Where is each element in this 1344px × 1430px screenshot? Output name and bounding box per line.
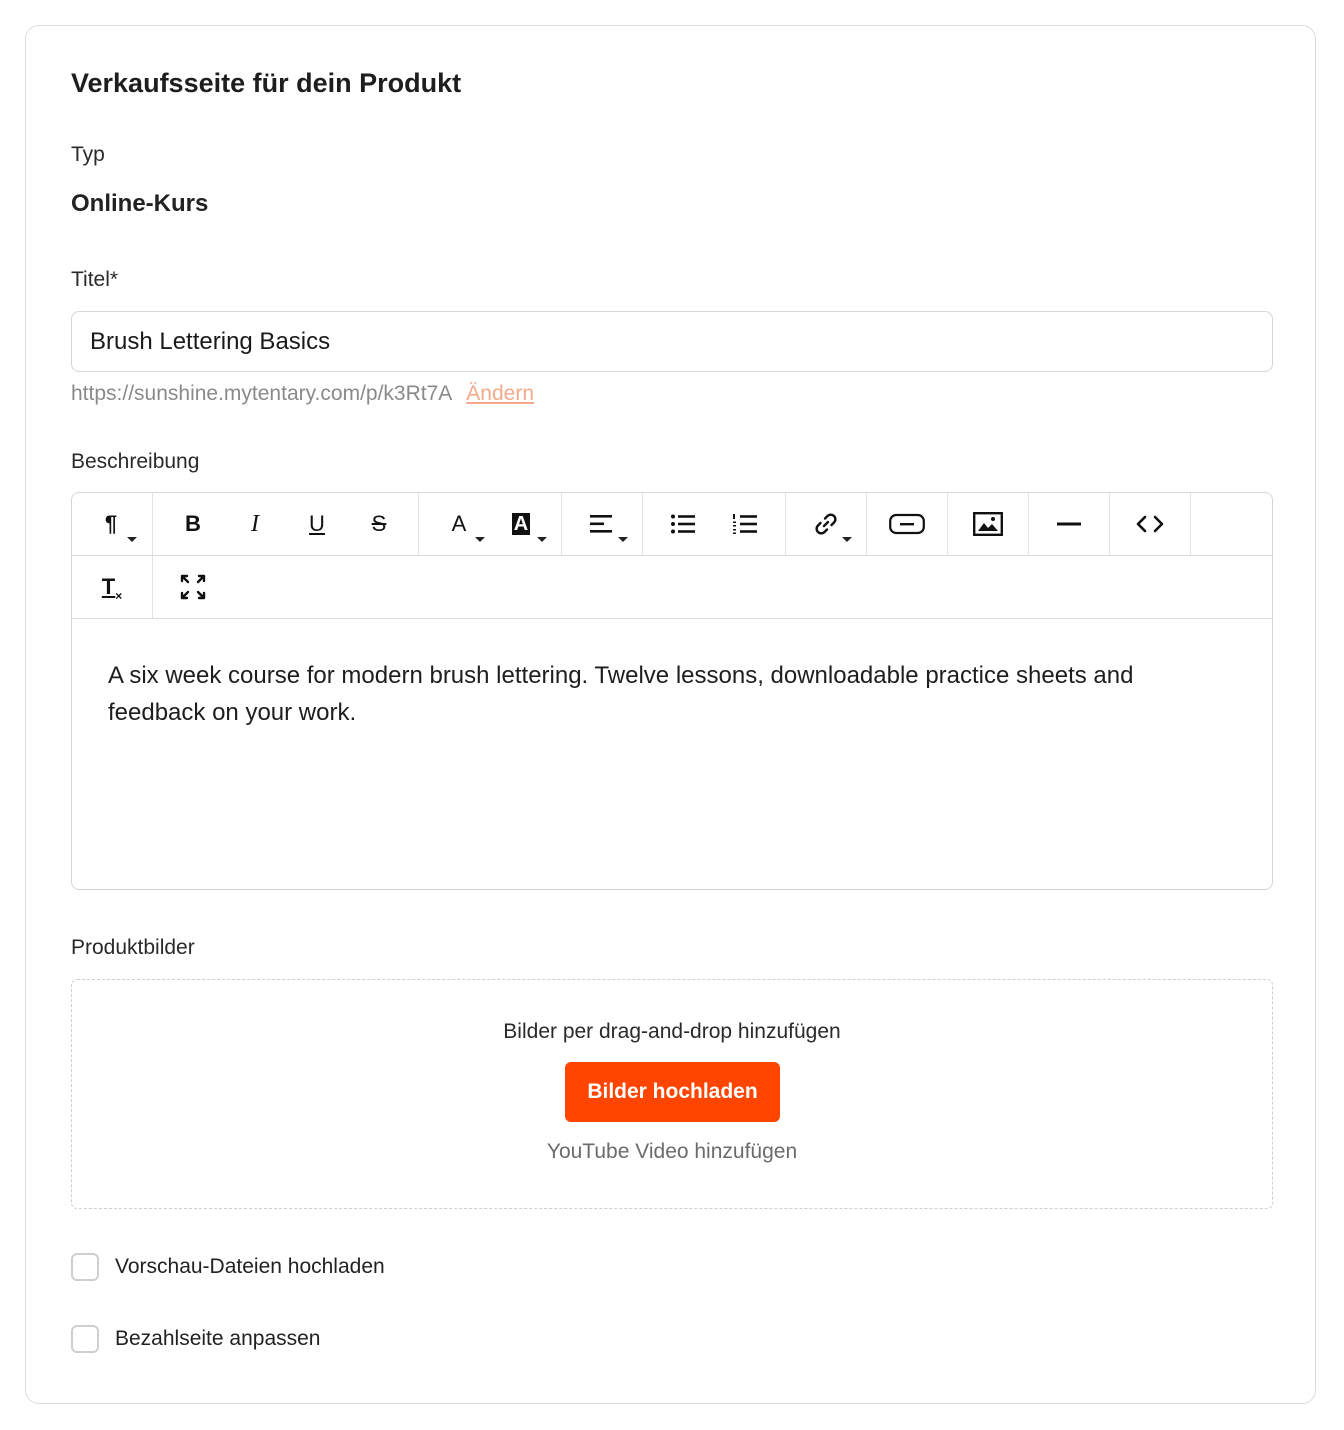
page-title: Verkaufsseite für dein Produkt	[71, 68, 462, 98]
description-label: Beschreibung	[71, 450, 200, 473]
chevron-down-icon	[842, 537, 852, 542]
numbered-list-icon	[733, 514, 757, 534]
strikethrough-icon: S	[371, 511, 387, 536]
editor-toolbar-row-2	[72, 556, 1272, 619]
toolbar-group-link	[786, 493, 867, 555]
upload-images-button[interactable]: Bilder hochladen	[565, 1062, 780, 1122]
product-sales-page-card	[25, 25, 1316, 1404]
background-color-icon: A	[513, 513, 529, 535]
font-color-icon: A	[451, 511, 467, 536]
clear-formatting-icon	[101, 574, 123, 603]
toolbar-group-hr	[1029, 493, 1110, 555]
chevron-down-icon	[618, 537, 628, 542]
change-url-link[interactable]: Ändern	[466, 382, 534, 405]
chevron-down-icon	[127, 537, 137, 542]
align-left-icon	[590, 514, 614, 534]
toolbar-group-code	[1110, 493, 1191, 555]
paragraph-format-button[interactable]	[72, 493, 152, 555]
bullet-list-icon	[671, 514, 695, 534]
preview-files-checkbox-row[interactable]	[71, 1253, 385, 1281]
product-url-row	[71, 382, 534, 406]
italic-icon: I	[251, 510, 259, 537]
editor-content[interactable]: A six week course for modern brush lettering. Twelve lessons, downloadable practice sheets and feedback on your work.	[108, 662, 1134, 726]
toolbar-group-paragraph	[72, 493, 153, 555]
preview-files-checkbox[interactable]	[71, 1253, 99, 1281]
toolbar-group-button	[867, 493, 948, 555]
toolbar-group-text-style	[153, 493, 419, 555]
toolbar-group-image	[948, 493, 1029, 555]
image-dropzone[interactable]	[71, 979, 1273, 1209]
dropzone-text: Bilder per drag-and-drop hinzufügen	[503, 1020, 841, 1043]
toolbar-group-lists	[643, 493, 786, 555]
underline-icon: U	[309, 511, 325, 536]
chevron-down-icon	[537, 537, 547, 542]
add-youtube-video-link[interactable]: YouTube Video hinzufügen	[546, 1140, 798, 1163]
editor-toolbar-row-1	[72, 493, 1272, 556]
type-value: Online-Kurs	[71, 190, 209, 217]
fullscreen-button[interactable]	[153, 556, 233, 618]
numbered-list-button[interactable]	[705, 493, 785, 555]
clear-formatting-button[interactable]	[72, 556, 152, 618]
strikethrough-button[interactable]	[339, 493, 419, 555]
fullscreen-icon	[180, 574, 206, 600]
image-icon	[973, 512, 1003, 536]
code-icon	[1136, 515, 1164, 533]
rich-text-editor	[71, 492, 1273, 890]
customize-checkout-label: Bezahlseite anpassen	[115, 1327, 321, 1350]
link-icon	[814, 512, 838, 536]
title-input[interactable]	[71, 311, 1273, 372]
background-color-button[interactable]	[481, 493, 561, 555]
clear-formatting-glyph: T	[101, 574, 116, 599]
insert-image-button[interactable]	[948, 493, 1028, 555]
customize-checkout-checkbox-row[interactable]	[71, 1325, 320, 1353]
clear-x-mark: ×	[115, 589, 123, 603]
paragraph-icon: ¶	[104, 511, 118, 536]
code-view-button[interactable]	[1110, 493, 1190, 555]
horizontal-rule-button[interactable]	[1029, 493, 1109, 555]
button-icon	[889, 513, 925, 535]
horizontal-rule-icon	[1057, 521, 1081, 527]
product-url: https://sunshine.mytentary.com/p/k3Rt7A	[71, 382, 453, 405]
preview-files-label: Vorschau-Dateien hochladen	[115, 1255, 385, 1278]
insert-link-button[interactable]	[786, 493, 866, 555]
title-label: Titel*	[71, 268, 119, 291]
toolbar-group-fullscreen	[153, 556, 234, 618]
toolbar-group-colors	[419, 493, 562, 555]
toolbar-group-align	[562, 493, 643, 555]
align-button[interactable]	[562, 493, 642, 555]
product-images-label: Produktbilder	[71, 936, 195, 959]
toolbar-group-clear	[72, 556, 153, 618]
insert-button-button[interactable]	[867, 493, 947, 555]
type-label: Typ	[71, 143, 105, 166]
bold-icon: B	[185, 511, 201, 536]
customize-checkout-checkbox[interactable]	[71, 1325, 99, 1353]
